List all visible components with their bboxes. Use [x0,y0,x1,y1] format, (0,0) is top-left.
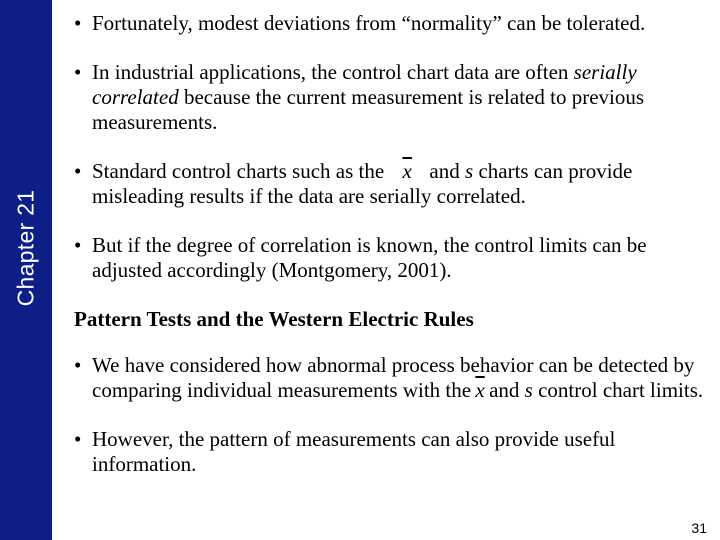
bullet-pattern-info [74,427,716,477]
bullet-text-part: control chart limits. [532,378,704,402]
bullet-abnormal-behavior [74,353,716,403]
bullet-text-part: Standard control charts such as the [92,159,385,183]
bullet-text-part: charts can provide misleading results if the data are serially correlated. [92,159,633,208]
chapter-sidebar [0,0,52,540]
bullet-dot: • [74,353,82,377]
bullet-serial-correlation [74,60,716,135]
bullet-dot: • [74,233,82,257]
bullet-text-part: and [489,378,520,402]
bullet-text-part: In industrial applications, the control chart data are often [92,60,574,84]
chapter-label: Chapter 21 [12,189,39,307]
bullet-text: But if the degree of correlation is known, the control limits can be adjusted accordingly (Montgomery, 2001). [92,233,647,282]
bullet-dot: • [74,427,82,451]
page-number: 31 [691,520,707,536]
bullet-dot: • [74,11,82,35]
s-symbol: s [465,159,474,183]
bullet-text-part: because the current measurement is related to previous measurements. [92,85,645,134]
bullet-text: However, the pattern of measurements can also provide useful information. [92,427,616,476]
bullet-text-part: and [424,159,465,183]
bullet-dot: • [74,60,82,84]
bullet-italic-term: serially correlated [92,60,637,109]
x-bar-symbol: $\overline{x}$ [402,159,412,183]
slide-content [74,11,716,477]
bullet-standard-charts [74,159,716,209]
s-symbol: s [524,378,533,402]
bullet-text-part: We have considered how abnormal process behavior can be detected by comparing individual measurements with the [92,353,695,402]
section-heading: Pattern Tests and the Western Electric Rules [74,307,474,331]
bullet-normality [74,11,716,36]
bullet-text: Fortunately, modest deviations from “normality” can be tolerated. [92,11,646,35]
x-bar-symbol: $\overline{x}$ [475,378,485,402]
bullet-adjusted-limits [74,233,716,283]
bullet-dot: • [74,159,82,183]
